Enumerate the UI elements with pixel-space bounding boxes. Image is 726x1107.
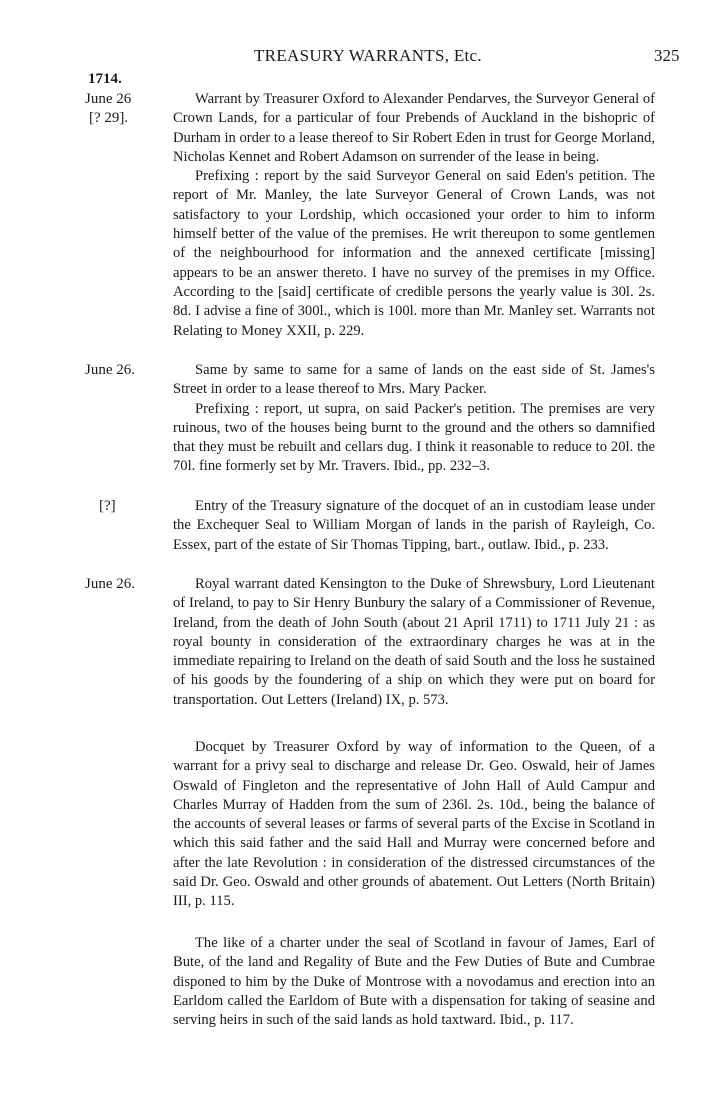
entry-body [173,738,655,912]
entry-body [173,934,655,1030]
entry-body [173,90,655,341]
entry-date: June 26 [? 29]. [85,91,132,126]
entry-paragraph: Same by same to same for a same of lands on the east side of St. James's Street in order to a lease thereof to Mrs. Mary Packer. [173,362,655,398]
entry-date: [?] [99,498,116,514]
entry-warrant-pendarves [85,90,655,341]
entry-lease-packer [85,361,655,477]
entry-body [173,497,655,555]
entry-paragraph: Royal warrant dated Kensington to the Duke of Shrewsbury, Lord Lieutenant of Ireland, to pay to Sir Henry Bunbury the salary of a Commissioner of Revenue, Ireland, from the death of John South (about 21 April 1711) to 1711 July 21 : as royal bounty in consideration of the extraordinary charges he was at in the immediate repairing to Ireland on the death of said South and the loss he sustained of his goods by the foundering of a ship on which they were put on board for transportation. Out Letters (Ireland) IX, p. 573. [173,576,655,708]
entry-paragraph: Prefixing : report, ut supra, on said Packer's petition. The premises are very ruinous, two of the houses being burnt to the ground and the others so damnified that they must be rebuilt and cellars dug. I think it reasonable to reduce to 20l. the 70l. fine formerly set by Mr. Travers. Ibid., pp. 232–3. [173,400,655,475]
year-heading: 1714. [88,71,122,87]
entry-date: June 26. [85,362,135,378]
entry-paragraph: Warrant by Treasurer Oxford to Alexander Pendarves, the Surveyor General of Crown Lands, for a particular of four Prebends of Auckland in the bishopric of Durham in order to a lease thereof to Sir Robert Eden in trust for George Morland, Nicholas Kennet and Robert Adamson on surrender of the lease in being. [173,91,655,165]
entry-body [173,361,655,477]
entry-custodiam-morgan [85,497,655,555]
entry-royal-warrant-bunbury [85,575,655,710]
entry-body [173,575,655,710]
entry-charter-bute [85,934,655,1030]
entry-paragraph: Entry of the Treasury signature of the docquet of an in custodiam lease under the Exchequer Seal to William Morgan of lands in the parish of Rayleigh, Co. Essex, part of the estate of Sir Thomas Tipping, bart., outlaw. Ibid., p. 233. [173,498,655,553]
entry-date: June 26. [85,576,135,592]
entry-paragraph: Docquet by Treasurer Oxford by way of information to the Queen, of a warrant for a privy seal to discharge and release Dr. Geo. Oswald, heir of James Oswald of Fingleton and the representative of John Hall of Auld Campur and Charles Murray of Hadden from the sum of 236l. 2s. 10d., being the balance of the accounts of several leases or farms of several parts of the Excise in Scotland in which this said father and the said Hall and Murray were concerned before and after the late Revolution : in consideration of the distressed circumstances of the said Dr. Geo. Oswald and other grounds of abatement. Out Letters (North Britain) III, p. 115. [173,739,655,910]
page-number: 325 [654,46,680,65]
entry-paragraph: Prefixing : report by the said Surveyor General on said Eden's petition. The report of Mr. Manley, the late Surveyor General of Crown Lands, was not satisfactory to your Lordship, which occasioned your order to him to inform himself better of the value of the premises. He writ thereupon to some gentlemen of the neighbourhood for information and the annexed certificate [missing] appears to be an answer thereto. I have no survey of the premises in my Office. According to the [said] certificate of credible persons the yearly value is 30l. 2s. 8d. I advise a fine of 300l., which is 100l. more than Mr. Manley set. Warrants not Relating to Money XXII, p. 229. [173,168,655,339]
entry-paragraph: The like of a charter under the seal of Scotland in favour of James, Earl of Bute, of the land and Regality of Bute and the Few Duties of Bute and Cumbrae disponed to him by the Duke of Montrose with a novodamus and erection into an Earldom called the Earldom of Bute with a dispensation for taking of seasine and serving heirs in such of the said lands as hold taxtward. Ibid., p. 117. [173,935,655,1029]
entry-docquet-oswald [85,738,655,912]
running-title: TREASURY WARRANTS, Etc. [254,46,482,65]
